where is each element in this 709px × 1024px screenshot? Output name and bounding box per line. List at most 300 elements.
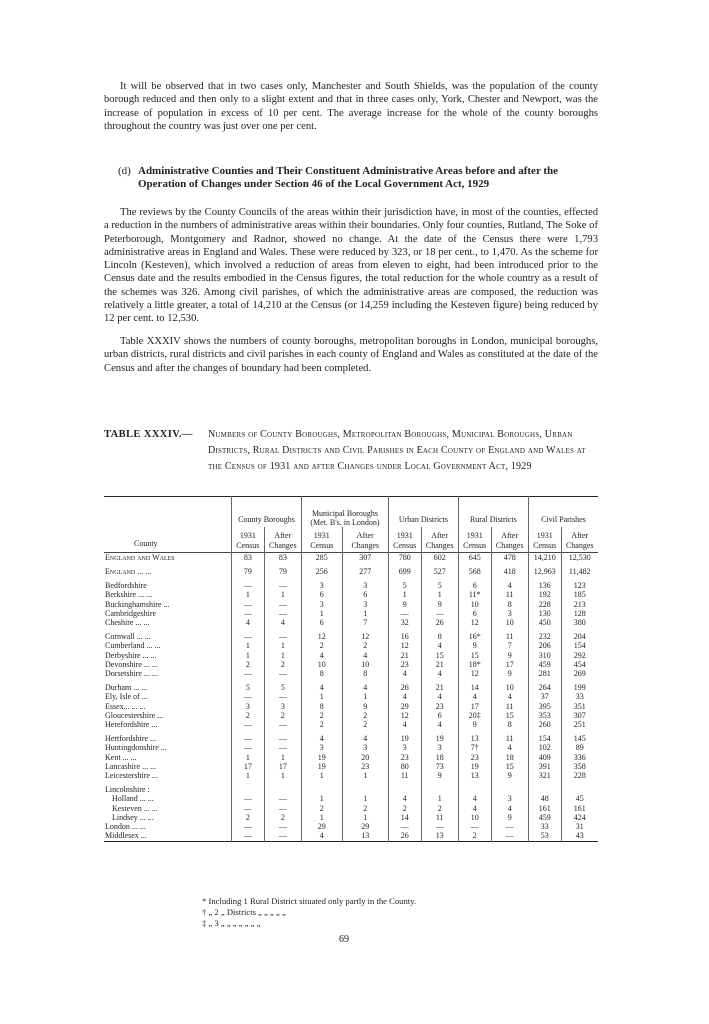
table-cell: 4 bbox=[491, 581, 528, 590]
table-cell: 53 bbox=[540, 831, 549, 841]
table-cell: 4 bbox=[421, 692, 458, 701]
county-name: Kesteven ... ... bbox=[104, 804, 232, 813]
table-cell: 4 bbox=[491, 743, 528, 752]
table-cell: 4 bbox=[264, 618, 301, 627]
table-cell: — bbox=[421, 609, 458, 618]
table-cell: 31 bbox=[561, 822, 598, 831]
paragraph-county-boroughs: It will be observed that in two cases only, Manchester and South Shields, was the population of the county borough reduced and then only to a slight extent and that in three cases only, York, Chester and Newport, was the increase of population in excess of 10 per cent. The average increase for the whole of the county boroughs throughout the country was just over one per cent. bbox=[104, 81, 598, 132]
table-cell: 29 bbox=[342, 822, 388, 831]
table-cell: 478 bbox=[491, 552, 528, 562]
table-cell: 79 bbox=[264, 567, 301, 576]
table-cell: 269 bbox=[561, 669, 598, 678]
table-cell: 2 bbox=[245, 812, 250, 822]
table-cell: 4 bbox=[319, 831, 324, 841]
table-cell: 1 bbox=[264, 651, 301, 660]
table-cell: 45 bbox=[561, 794, 598, 803]
table-cell: — bbox=[470, 822, 479, 832]
table-cell: 232 bbox=[538, 632, 551, 642]
table-cell: 13 bbox=[470, 734, 479, 744]
table-cell: 11* bbox=[468, 590, 481, 600]
table-cell: 10 bbox=[491, 683, 528, 692]
table-cell: — bbox=[264, 804, 301, 813]
table-cell: 3 bbox=[319, 599, 324, 609]
table-cell: 16* bbox=[468, 632, 481, 642]
table-cell: 4 bbox=[342, 651, 388, 660]
table-cell: — bbox=[243, 734, 252, 744]
table-cell: 2 bbox=[402, 803, 407, 813]
footnote-text: „ 2 „ Districts „ „ „ „ „ bbox=[208, 907, 286, 917]
table-cell: 602 bbox=[421, 552, 458, 562]
footnote-2 bbox=[202, 907, 286, 917]
table-cell: 3 bbox=[491, 794, 528, 803]
table-cell: 1 bbox=[264, 641, 301, 650]
table-cell: 4 bbox=[402, 692, 407, 702]
table-cell: 11 bbox=[491, 632, 528, 641]
table-cell: 2 bbox=[319, 641, 324, 651]
table-cell: 2 bbox=[319, 803, 324, 813]
table-cell: 14,210 bbox=[533, 552, 556, 562]
table-cell: 7 bbox=[491, 641, 528, 650]
table-cell: — bbox=[243, 720, 252, 730]
table-row bbox=[104, 785, 598, 794]
table-row bbox=[104, 753, 598, 762]
table-cell: 19 bbox=[421, 734, 458, 743]
table-cell: 6 bbox=[472, 608, 477, 618]
table-cell: 699 bbox=[398, 567, 411, 577]
table-cell: 102 bbox=[538, 743, 551, 753]
table-cell: 32 bbox=[400, 618, 409, 628]
table-cell: 2 bbox=[264, 711, 301, 720]
table-cell: 12,530 bbox=[561, 552, 598, 562]
table-cell: 9 bbox=[421, 600, 458, 609]
table-cell: 161 bbox=[538, 803, 551, 813]
table-cell: 358 bbox=[561, 762, 598, 771]
table-cell: — bbox=[243, 581, 252, 591]
table-cell: 14 bbox=[400, 812, 409, 822]
table-cell: 11 bbox=[400, 771, 409, 781]
table-cell: 3 bbox=[342, 581, 388, 590]
table-cell: 4 bbox=[402, 720, 407, 730]
table-cell: 4 bbox=[491, 692, 528, 701]
county-name: Cornwall ... ... bbox=[104, 632, 232, 641]
table-cell: 4 bbox=[472, 803, 477, 813]
table-cell: 3 bbox=[245, 701, 250, 711]
table-cell: 79 bbox=[243, 567, 252, 577]
table-cell: — bbox=[264, 632, 301, 641]
county-name: London ... ... bbox=[104, 822, 232, 831]
table-cell: 2 bbox=[421, 804, 458, 813]
table-cell: 11 bbox=[491, 590, 528, 599]
table-cell: 1 bbox=[319, 692, 324, 702]
table-cell: 12 bbox=[317, 632, 326, 642]
table-row bbox=[104, 831, 598, 841]
table-cell: 2 bbox=[264, 660, 301, 669]
table-cell: — bbox=[264, 734, 301, 743]
paragraph-table-intro: Table XXXIV shows the numbers of county boroughs, metropolitan boroughs in London, municipal boroughs, urban districts, rural districts and civil parishes in each county of England and Wales as constituted at the date of the Census and after the changes of boundary had been completed. bbox=[104, 336, 598, 374]
county-name: Ely, Isle of ... bbox=[104, 692, 232, 701]
table-cell: 23 bbox=[470, 752, 479, 762]
table-cell: — bbox=[264, 600, 301, 609]
after-changes-subheader: After Changes bbox=[342, 527, 388, 552]
county-name: Lindsey ... ... bbox=[104, 813, 232, 822]
table-cell: 11,482 bbox=[561, 567, 598, 576]
table-cell: 1 bbox=[342, 813, 388, 822]
table-cell: 12 bbox=[470, 618, 479, 628]
page-number: 69 bbox=[339, 934, 349, 945]
table-cell: 409 bbox=[538, 752, 551, 762]
table-cell: — bbox=[421, 822, 458, 831]
table-row bbox=[104, 660, 598, 669]
table-cell: 12 bbox=[470, 669, 479, 679]
footnote-symbol: * bbox=[202, 896, 207, 906]
table-cell: 310 bbox=[538, 650, 551, 660]
table-row bbox=[104, 822, 598, 831]
table-row bbox=[104, 702, 598, 711]
table-cell: 1 bbox=[319, 771, 324, 781]
table-cell: 213 bbox=[561, 600, 598, 609]
table-cell: 7† bbox=[470, 743, 479, 753]
table-cell: 8 bbox=[319, 701, 324, 711]
table-cell: 21 bbox=[421, 660, 458, 669]
table-cell: 9 bbox=[491, 651, 528, 660]
table-cell: 9 bbox=[402, 599, 407, 609]
table-cell: 11 bbox=[491, 734, 528, 743]
table-cell: 9 bbox=[472, 720, 477, 730]
table-cell: 2 bbox=[245, 710, 250, 720]
table-cell: 5 bbox=[264, 683, 301, 692]
table-cell: 251 bbox=[561, 720, 598, 729]
table-cell: 11 bbox=[421, 813, 458, 822]
table-cell: — bbox=[400, 822, 409, 832]
section-heading bbox=[118, 165, 598, 192]
table-row bbox=[104, 669, 598, 678]
census-1931-subheader: 1931 Census bbox=[310, 531, 334, 550]
table-row bbox=[104, 683, 598, 692]
table-row bbox=[104, 651, 598, 660]
table-cell: 23 bbox=[342, 762, 388, 771]
table-row bbox=[104, 600, 598, 609]
county-name: England ... ... bbox=[104, 567, 232, 576]
table-cell: — bbox=[264, 794, 301, 803]
table-cell: 20‡ bbox=[468, 710, 481, 720]
table-cell: 21 bbox=[421, 683, 458, 692]
table-cell: 15 bbox=[491, 711, 528, 720]
table-cell: 18* bbox=[468, 659, 481, 669]
table-row bbox=[104, 552, 598, 562]
table-cell: 12,963 bbox=[533, 567, 556, 577]
table-cell: 285 bbox=[315, 552, 328, 562]
table-cell: 391 bbox=[538, 761, 551, 771]
table-row bbox=[104, 590, 598, 599]
table-cell: 204 bbox=[561, 632, 598, 641]
table-cell: — bbox=[264, 822, 301, 831]
section-letter: (d) bbox=[118, 165, 131, 177]
table-cell: 454 bbox=[561, 660, 598, 669]
table-cell: 1 bbox=[319, 812, 324, 822]
table-cell: 15 bbox=[470, 650, 479, 660]
county-name: Lancashire ... ... bbox=[104, 762, 232, 771]
table-cell: 4 bbox=[472, 692, 477, 702]
table-cell: — bbox=[264, 692, 301, 701]
table-cell: 4 bbox=[421, 669, 458, 678]
table-cell: 5 bbox=[421, 581, 458, 590]
table-cell: 1 bbox=[421, 590, 458, 599]
table-cell: 2 bbox=[319, 710, 324, 720]
table-cell: 18 bbox=[421, 753, 458, 762]
table-cell: 4 bbox=[319, 734, 324, 744]
table-cell: 12 bbox=[400, 710, 409, 720]
after-changes-subheader: After Changes bbox=[561, 527, 598, 552]
table-cell: 4 bbox=[472, 794, 477, 804]
table-cell: 307 bbox=[342, 552, 388, 562]
table-cell: 8 bbox=[342, 669, 388, 678]
table-cell: — bbox=[243, 669, 252, 679]
group-header-civil-parishes: Civil Parishes bbox=[541, 514, 586, 524]
table-cell: 568 bbox=[468, 567, 481, 577]
footnote-text: „ 3 „ „ „ „ „ „ „ bbox=[208, 918, 261, 928]
table-cell: 128 bbox=[561, 609, 598, 618]
table-cell: 264 bbox=[538, 683, 551, 693]
county-name: Berkshire ... ... bbox=[104, 590, 232, 599]
table-cell: 9 bbox=[421, 771, 458, 780]
table-cell bbox=[458, 785, 491, 794]
table-cell: 4 bbox=[319, 650, 324, 660]
table-cell: — bbox=[243, 632, 252, 642]
table-cell: 4 bbox=[342, 734, 388, 743]
table-cell: 83 bbox=[243, 552, 252, 562]
county-column-header: County bbox=[104, 497, 232, 553]
table-cell: 145 bbox=[561, 734, 598, 743]
table-row bbox=[104, 794, 598, 803]
table-cell: 8 bbox=[491, 720, 528, 729]
table-cell: 73 bbox=[421, 762, 458, 771]
table-row bbox=[104, 609, 598, 618]
footnote-text: Including 1 Rural District situated only partly in the County. bbox=[208, 896, 417, 906]
table-cell: 89 bbox=[561, 743, 598, 752]
table-cell: 15 bbox=[421, 651, 458, 660]
table-cell: — bbox=[264, 831, 301, 841]
table-cell: 23 bbox=[421, 702, 458, 711]
table-cell: 33 bbox=[540, 822, 549, 832]
table-cell: 1 bbox=[245, 752, 250, 762]
table-cell: 9 bbox=[472, 641, 477, 651]
table-cell: 19 bbox=[317, 752, 326, 762]
table-row bbox=[104, 632, 598, 641]
county-name: Gloucestershire ... bbox=[104, 711, 232, 720]
table-cell: 37 bbox=[540, 692, 549, 702]
county-name: Derbyshire ... ... bbox=[104, 651, 232, 660]
table-cell: 395 bbox=[538, 701, 551, 711]
table-row bbox=[104, 641, 598, 650]
table-cell: 4 bbox=[245, 618, 250, 628]
table-cell: 1 bbox=[245, 590, 250, 600]
table-cell: 21 bbox=[400, 650, 409, 660]
table-cell: 228 bbox=[538, 599, 551, 609]
table-row bbox=[104, 618, 598, 627]
table-cell bbox=[388, 785, 421, 794]
footnote-3 bbox=[202, 918, 260, 928]
footnote-symbol: ‡ bbox=[202, 918, 207, 928]
county-name: Lincolnshire : bbox=[104, 785, 232, 794]
table-cell: 4 bbox=[491, 804, 528, 813]
table-cell: 10 bbox=[470, 599, 479, 609]
table-cell: 26 bbox=[400, 831, 409, 841]
group-header-municipal-boroughs: Municipal Boroughs (Met. B's. in London) bbox=[302, 497, 389, 528]
county-name: Dorsetshire ... ... bbox=[104, 669, 232, 678]
table-cell: 5 bbox=[245, 683, 250, 693]
table-cell: 199 bbox=[561, 683, 598, 692]
table-title: Numbers of County Boroughs, Metropolitan Boroughs, Municipal Boroughs, Urban Districts, Rural Districts and Civil Parishes in Each County of England and Wales at the Census of 1931 and after Changes under Local Government Act, 1929 bbox=[208, 429, 586, 472]
table-cell: 4 bbox=[421, 720, 458, 729]
table-cell: 3 bbox=[319, 581, 324, 591]
paragraph-reviews: The reviews by the County Councils of the areas within their jurisdiction have, in most of the counties, effected a reduction in the numbers of administrative areas within their boundaries. Only four counties, Rutland, The Soke of Peterborough, Montgomery and Radnor, showed no change. At the date of the Census there were 1,793 administrative areas in England and Wales. These were reduced by 323, or 18 per cent., to 1,470. As the scheme for Lincoln (Kesteven), which involved a reduction of areas from eleven to eight, had been introduced prior to the Census date and the results embodied in the Census figures, the total reduction for the whole country as a result of the schemes was 326. Among civil parishes, of which the administrative areas are composed, the reduction was relatively a little greater, a total of 14,210 at the Census (or 14,259 including the Kesteven figure) being reduced by 12 per cent. to 12,530. bbox=[104, 207, 598, 325]
table-cell bbox=[561, 785, 598, 794]
table-cell: — bbox=[264, 609, 301, 618]
after-changes-subheader: After Changes bbox=[491, 527, 528, 552]
table-cell: 1 bbox=[245, 771, 250, 781]
table-row bbox=[104, 813, 598, 822]
census-1931-subheader: 1931 Census bbox=[533, 531, 557, 550]
table-cell: 3 bbox=[342, 743, 388, 752]
table-cell: 6 bbox=[319, 618, 324, 628]
table-cell: 1 bbox=[342, 794, 388, 803]
county-name: Durham ... ... bbox=[104, 683, 232, 692]
table-cell: 29 bbox=[400, 701, 409, 711]
table-cell: 4 bbox=[421, 641, 458, 650]
table-row bbox=[104, 734, 598, 743]
table-cell: 10 bbox=[317, 659, 326, 669]
table-row bbox=[104, 567, 598, 576]
table-cell: 14 bbox=[470, 683, 479, 693]
table-cell: 26 bbox=[421, 618, 458, 627]
table-cell: 2 bbox=[319, 720, 324, 730]
table-cell: 19 bbox=[400, 734, 409, 744]
table-cell: 3 bbox=[342, 600, 388, 609]
table-cell: — bbox=[400, 608, 409, 618]
county-name: Huntingdonshire ... bbox=[104, 743, 232, 752]
table-row bbox=[104, 771, 598, 780]
table-cell: 18 bbox=[491, 753, 528, 762]
table-cell: 29 bbox=[317, 822, 326, 832]
table-cell: 12 bbox=[342, 632, 388, 641]
table-cell: 154 bbox=[538, 734, 551, 744]
table-cell: 23 bbox=[400, 659, 409, 669]
table-cell: 281 bbox=[538, 669, 551, 679]
county-name: Middlesex ... bbox=[104, 831, 232, 841]
table-cell: 4 bbox=[402, 669, 407, 679]
table-cell: 418 bbox=[491, 567, 528, 576]
table-cell: 256 bbox=[315, 567, 328, 577]
table-cell: 1 bbox=[319, 794, 324, 804]
table-row bbox=[104, 581, 598, 590]
table-cell: 8 bbox=[421, 632, 458, 641]
table-cell: 307 bbox=[561, 711, 598, 720]
table-cell: 3 bbox=[264, 702, 301, 711]
table-cell: 2 bbox=[472, 831, 477, 841]
county-name: Bedfordshire bbox=[104, 581, 232, 590]
table-cell: 12 bbox=[400, 641, 409, 651]
table-cell: — bbox=[264, 743, 301, 752]
table-row bbox=[104, 711, 598, 720]
county-name: Cheshire ... ... bbox=[104, 618, 232, 627]
table-cell: 83 bbox=[264, 552, 301, 562]
county-name: Essex... ... ... bbox=[104, 702, 232, 711]
table-cell: 3 bbox=[421, 743, 458, 752]
table-cell: 9 bbox=[342, 702, 388, 711]
county-name: Cumberland ... ... bbox=[104, 641, 232, 650]
table-cell: 1 bbox=[342, 692, 388, 701]
after-changes-subheader: After Changes bbox=[264, 527, 301, 552]
table-cell: 1 bbox=[245, 641, 250, 651]
table-cell: 450 bbox=[538, 618, 551, 628]
table-cell: 17 bbox=[470, 701, 479, 711]
table-cell: — bbox=[243, 743, 252, 753]
data-table bbox=[104, 496, 598, 842]
table-cell: 424 bbox=[561, 813, 598, 822]
table-cell: 6 bbox=[319, 590, 324, 600]
table-cell: 2 bbox=[342, 720, 388, 729]
table-cell: — bbox=[243, 692, 252, 702]
table-cell: 6 bbox=[342, 590, 388, 599]
table-cell: 192 bbox=[538, 590, 551, 600]
group-header-rural-districts: Rural Districts bbox=[458, 497, 528, 528]
table-cell: 13 bbox=[421, 831, 458, 841]
table-cell: 7 bbox=[342, 618, 388, 627]
county-name: Herefordshire ... bbox=[104, 720, 232, 729]
table-cell bbox=[491, 785, 528, 794]
county-name: Holland ... ... bbox=[104, 794, 232, 803]
table-cell: 8 bbox=[491, 600, 528, 609]
table-cell bbox=[421, 785, 458, 794]
table-cell: 459 bbox=[538, 812, 551, 822]
table-cell: 260 bbox=[538, 720, 551, 730]
table-label: TABLE XXXIV.— bbox=[104, 429, 193, 440]
after-changes-subheader: After Changes bbox=[421, 527, 458, 552]
table-cell: 15 bbox=[491, 762, 528, 771]
county-name: Kent ... ... bbox=[104, 753, 232, 762]
footnote-symbol: † bbox=[202, 907, 207, 917]
table-cell: 1 bbox=[421, 794, 458, 803]
table-cell: 9 bbox=[491, 771, 528, 780]
table-cell: 185 bbox=[561, 590, 598, 599]
table-cell bbox=[528, 785, 561, 794]
table-cell: — bbox=[264, 720, 301, 729]
table-cell: — bbox=[243, 794, 252, 804]
table-cell: 17 bbox=[243, 761, 252, 771]
table-cell bbox=[342, 785, 388, 794]
table-cell: 20 bbox=[342, 753, 388, 762]
table-cell: 380 bbox=[561, 618, 598, 627]
table-cell: — bbox=[243, 831, 252, 841]
table-cell: 2 bbox=[342, 641, 388, 650]
table-row bbox=[104, 743, 598, 752]
table-cell: 2 bbox=[342, 804, 388, 813]
table-cell: 459 bbox=[538, 659, 551, 669]
table-cell: 527 bbox=[421, 567, 458, 576]
table-cell: 645 bbox=[468, 552, 481, 562]
table-cell: 780 bbox=[398, 552, 411, 562]
table-row bbox=[104, 720, 598, 729]
table-cell: 351 bbox=[561, 702, 598, 711]
table-cell: — bbox=[243, 599, 252, 609]
table-cell: 4 bbox=[342, 683, 388, 692]
table-cell: 13 bbox=[342, 831, 388, 841]
table-cell: — bbox=[243, 803, 252, 813]
table-cell: — bbox=[491, 822, 528, 831]
county-name: England and Wales bbox=[104, 552, 232, 562]
census-1931-subheader: 1931 Census bbox=[393, 531, 417, 550]
table-cell: 26 bbox=[400, 683, 409, 693]
